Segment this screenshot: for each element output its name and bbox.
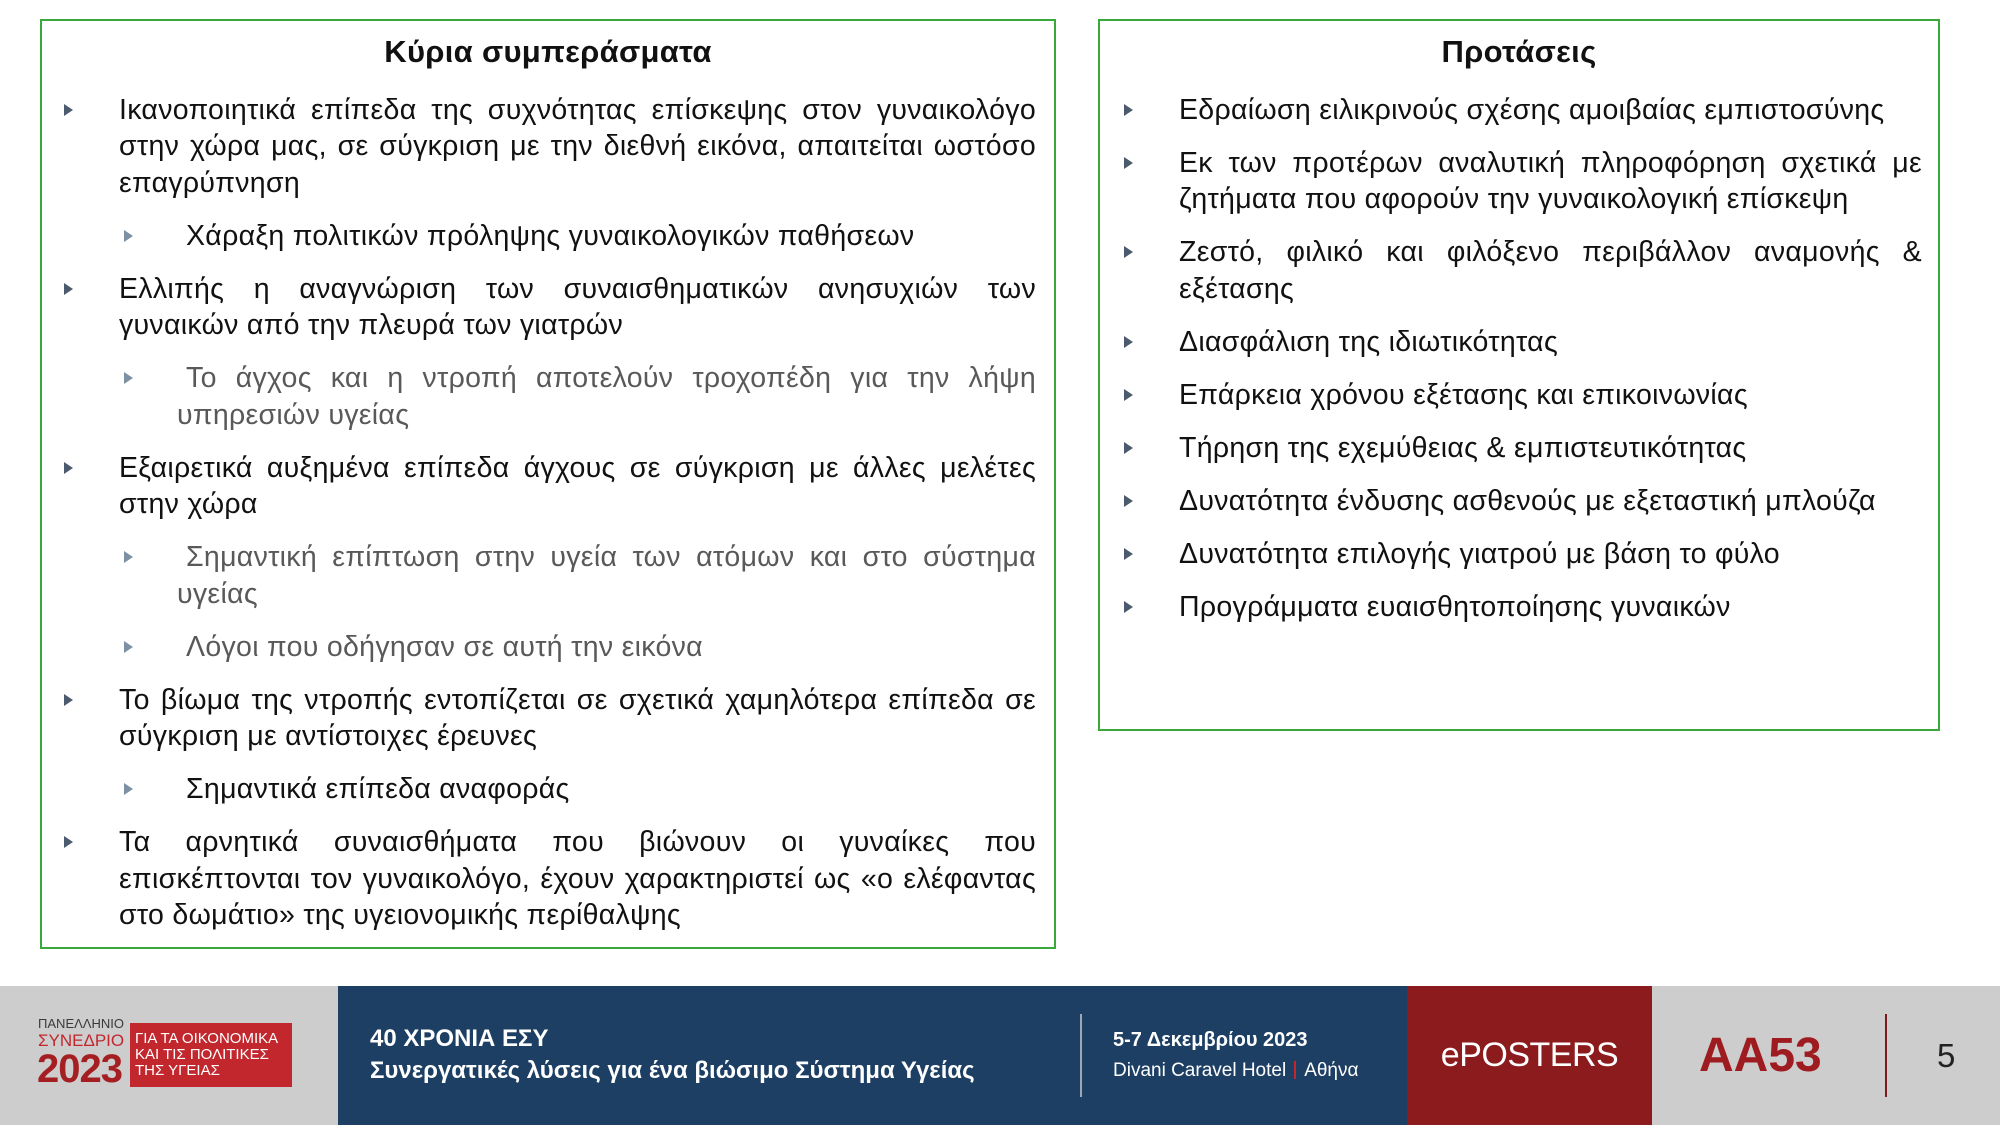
- caret-right-icon: [64, 104, 73, 116]
- proposal-text: Διασφάλιση της ιδιωτικότητας: [1179, 325, 1558, 358]
- proposal-text: Δυνατότητα ένδυσης ασθενούς με εξεταστική μπλούζα: [1179, 484, 1876, 517]
- caret-right-icon: [1124, 336, 1133, 348]
- proposal-item: [1100, 430, 1938, 467]
- venue-city: Αθήνα: [1304, 1060, 1359, 1081]
- conclusion-subitem-text: Χάραξη πολιτικών πρόληψης γυναικολογικών παθήσεων: [186, 219, 915, 252]
- caret-right-icon: [124, 230, 133, 242]
- proposal-item: [1100, 483, 1938, 520]
- caret-right-icon: [1124, 548, 1133, 560]
- conclusion-item: [42, 271, 1054, 344]
- conclusion-item: [42, 450, 1054, 523]
- caret-right-icon: [1124, 389, 1133, 401]
- logo-badge: [130, 1023, 292, 1087]
- proposal-text: Επάρκεια χρόνου εξέτασης και επικοινωνίας: [1179, 378, 1748, 411]
- conference-logo: [0, 986, 338, 1125]
- conclusion-text: Εξαιρετικά αυξημένα επίπεδα άγχους σε σύγκριση με άλλες μελέτες στην χώρα: [119, 451, 1036, 521]
- proposal-item: [1100, 92, 1938, 129]
- conclusion-text: Ελλιπής η αναγνώριση των συναισθηματικών ανησυχιών των γυναικών από την πλευρά των γιατρών: [119, 272, 1036, 342]
- proposal-item: [1100, 324, 1938, 361]
- conclusions-panel: [40, 19, 1056, 949]
- poster-code-section: [1652, 986, 2000, 1125]
- eposters-section: [1407, 986, 1652, 1125]
- caret-right-icon: [1124, 157, 1133, 169]
- logo-badge-line: ΚΑΙ ΤΙΣ ΠΟΛΙΤΙΚΕΣ: [135, 1046, 269, 1063]
- caret-right-icon: [64, 836, 73, 848]
- poster-code: AA53: [1699, 1029, 1822, 1082]
- conclusion-subitem-text: Σημαντικά επίπεδα αναφοράς: [186, 773, 570, 806]
- proposal-text: Εδραίωση ειλικρινούς σχέσης αμοιβαίας εμπιστοσύνης: [1179, 93, 1885, 126]
- caret-right-icon: [1124, 495, 1133, 507]
- conclusion-item: [42, 92, 1054, 202]
- conclusion-text: Το βίωμα της ντροπής εντοπίζεται σε σχετικά χαμηλότερα επίπεδα σε σύγκριση με αντίστοιχες έρευνες: [119, 683, 1036, 753]
- proposal-text: Ζεστό, φιλικό και φιλόξενο περιβάλλον αναμονής & εξέτασης: [1179, 236, 1922, 305]
- caret-right-icon: [1124, 246, 1133, 258]
- logo-line-2: ΣΥΝΕΔΡΙΟ: [38, 1031, 125, 1050]
- proposal-text: Δυνατότητα επιλογής γιατρού με βάση το φύλο: [1179, 537, 1780, 570]
- venue-name: Divani Caravel Hotel: [1113, 1060, 1287, 1081]
- caret-right-icon: [64, 694, 73, 706]
- conclusion-subitem: [42, 360, 1054, 433]
- conclusion-item: [42, 682, 1054, 755]
- proposal-text: Προγράμματα ευαισθητοποίησης γυναικών: [1179, 590, 1731, 623]
- conference-footer: [0, 986, 2000, 1125]
- logo-badge-line: ΓΙΑ ΤΑ ΟΙΚΟΝΟΜΙΚΑ: [135, 1030, 279, 1047]
- caret-right-icon: [64, 283, 73, 295]
- conclusion-subitem: [42, 218, 1054, 255]
- conclusion-subitem: [42, 771, 1054, 808]
- code-divider: [1885, 1014, 1887, 1097]
- proposals-panel: [1098, 19, 1940, 731]
- caret-right-icon: [64, 462, 73, 474]
- venue-separator: [1294, 1061, 1296, 1079]
- eposters-label: ePOSTERS: [1440, 1036, 1619, 1074]
- caret-right-icon: [1124, 104, 1133, 116]
- banner-tagline: Συνεργατικές λύσεις για ένα βιώσιμο Σύστημα Υγείας: [370, 1057, 975, 1084]
- conclusion-subitem: [42, 629, 1054, 666]
- conclusion-subitem-text: Το άγχος και η ντροπή αποτελούν τροχοπέδη για την λήψη υπηρεσιών υγείας: [177, 362, 1036, 431]
- proposal-text: Τήρηση της εχεμύθειας & εμπιστευτικότητας: [1179, 431, 1747, 464]
- proposal-text: Εκ των προτέρων αναλυτική πληροφόρηση σχετικά με ζητήματα που αφορούν την γυναικολογική επίσκεψη: [1179, 146, 1922, 216]
- caret-right-icon: [124, 551, 133, 563]
- logo-year: 2023: [37, 1047, 122, 1091]
- conclusion-subitem-text: Σημαντική επίπτωση στην υγεία των ατόμων και στο σύστημα υγείας: [177, 541, 1036, 610]
- proposal-item: [1100, 589, 1938, 626]
- conclusion-item: [42, 824, 1054, 934]
- conclusion-text: Τα αρνητικά συναισθήματα που βιώνουν οι γυναίκες που επισκέπτονται τον γυναικολόγο, έχουν χαρακτηριστεί ως «ο ελέφαντας στο δωμάτιο» της υγειονομικής περίθαλψης: [119, 826, 1036, 932]
- caret-right-icon: [1124, 601, 1133, 613]
- proposal-item: [1100, 536, 1938, 573]
- conclusion-subitem-text: Λόγοι που οδήγησαν σε αυτή την εικόνα: [186, 630, 703, 663]
- proposals-title: Προτάσεις: [1441, 34, 1597, 69]
- logo-badge-line: ΤΗΣ ΥΓΕΙΑΣ: [135, 1062, 220, 1079]
- caret-right-icon: [1124, 442, 1133, 454]
- proposal-item: [1100, 234, 1938, 307]
- caret-right-icon: [124, 783, 133, 795]
- conclusion-subitem: [42, 539, 1054, 612]
- conference-venue: [1113, 1058, 1358, 1084]
- proposal-item: [1100, 377, 1938, 414]
- logo-line-1: ΠΑΝΕΛΛΗΝΙΟ: [38, 1016, 124, 1031]
- banner-divider: [1080, 1014, 1082, 1097]
- conference-dates: 5-7 Δεκεμβρίου 2023: [1113, 1029, 1308, 1051]
- page-number: 5: [1937, 1037, 1956, 1074]
- conclusions-title: Κύρια συμπεράσματα: [384, 34, 712, 69]
- caret-right-icon: [124, 641, 133, 653]
- caret-right-icon: [124, 372, 133, 384]
- proposal-item: [1100, 145, 1938, 218]
- conference-banner: [338, 986, 1407, 1125]
- conclusion-text: Ικανοποιητικά επίπεδα της συχνότητας επίσκεψης στον γυναικολόγο στην χώρα μας, σε σύγκριση με την διεθνή εικόνα, απαιτείται ωστόσο επαγρύπνηση: [119, 93, 1036, 199]
- banner-headline: 40 ΧΡΟΝΙΑ ΕΣΥ: [370, 1025, 549, 1052]
